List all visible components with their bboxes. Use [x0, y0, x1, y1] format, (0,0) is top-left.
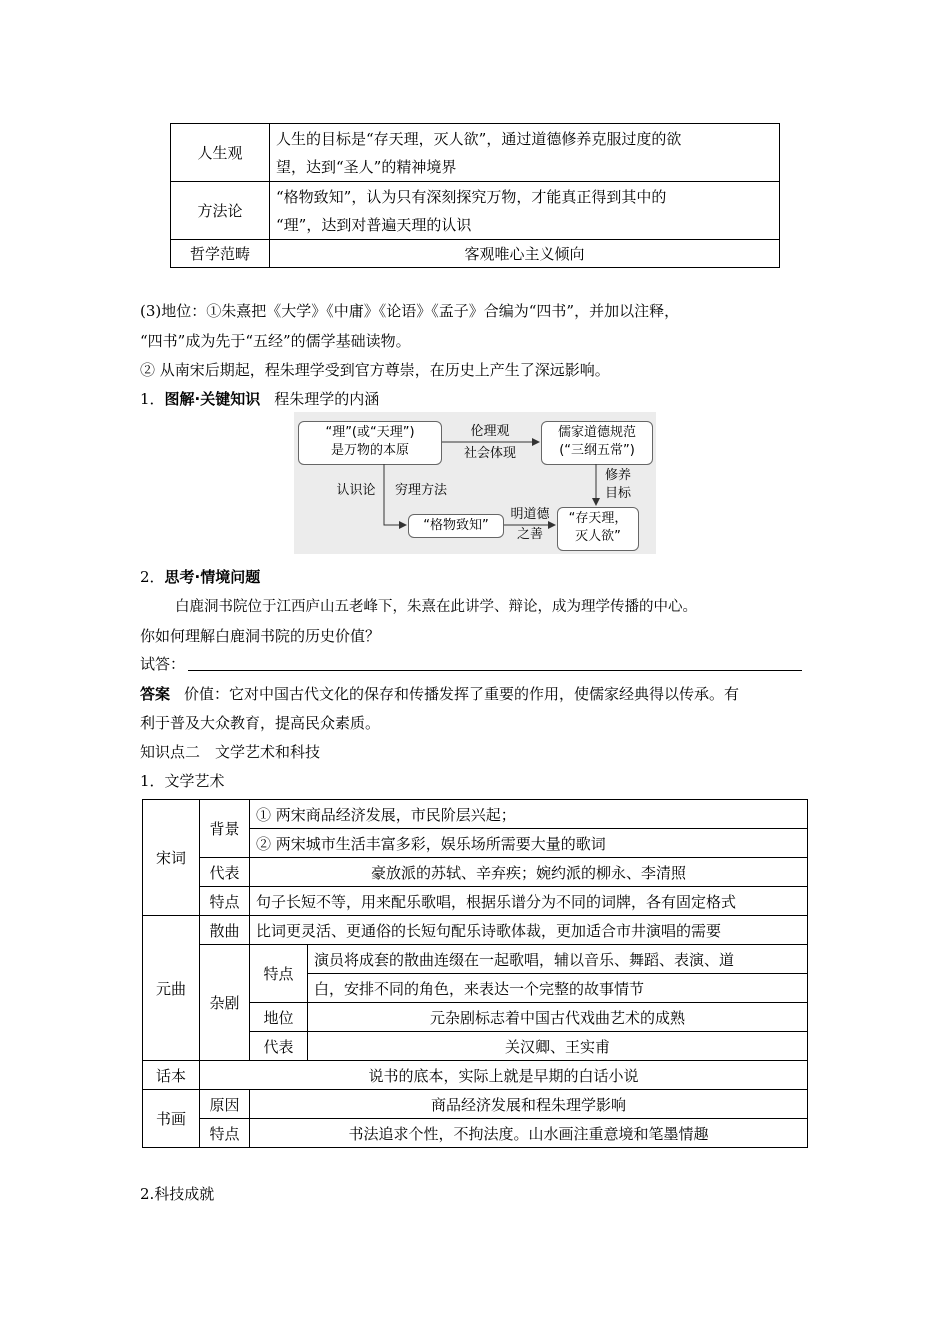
cell-beijing-2: ② 两宋城市生活丰富多彩，娱乐场所需要大量的歌词 — [250, 829, 808, 858]
cell-zaju-tedian-2: 白，安排不同的角色，来表达一个完整的故事情节 — [308, 974, 808, 1003]
cell-sanqu-text: 比词更灵活、更通俗的长短句配乐诗歌体裁，更加适合市井演唱的需要 — [250, 916, 808, 945]
row-label: 方法论 — [171, 182, 270, 240]
cell-zaju-daibiao: 代表 — [250, 1032, 308, 1061]
subsection-heading-1: 1．文学艺术 — [140, 772, 225, 790]
answer-line-2: 利于普及大众教育，提高民众素质。 — [140, 714, 381, 732]
para-line-1: (3)地位：①朱熹把《大学》《中庸》《论语》《孟子》合编为“四书”，并加以注释， — [140, 302, 680, 320]
answer-prompt: 试答： — [140, 655, 186, 673]
diagram-box-gewu: “格物致知” — [408, 514, 504, 538]
cell-zaju-diwei: 地位 — [250, 1003, 308, 1032]
row-text: 客观唯心主义倾向 — [270, 240, 780, 268]
diagram-box-norms: 儒家道德规范 (“三纲五常”) — [541, 421, 653, 465]
philosophy-table — [170, 123, 780, 268]
cell-beijing-1: ① 两宋商品经济发展，市民阶层兴起； — [250, 800, 808, 829]
cell-huaben-text: 说书的底本，实际上就是早期的白话小说 — [200, 1061, 808, 1090]
arrow-label-lunliguan: 伦理观 — [470, 424, 510, 439]
lixue-diagram — [294, 412, 656, 554]
knowledge-heading: 知识点二 文学艺术和科技 — [140, 743, 321, 761]
row-text: “格物致知”，认为只有深刻探究万物，才能真正得到其中的 “理”，达到对普遍天理的认识 — [270, 182, 780, 240]
scenario-text: 白鹿洞书院位于江西庐山五老峰下，朱熹在此讲学、辩论，成为理学传播的中心。 — [175, 599, 697, 615]
arrow-label-mubiao: 目标 — [604, 486, 631, 501]
cell-shuhua-tedian: 特点 — [200, 1119, 250, 1148]
diagram-box-li: “理”(或“天理”) 是万物的本原 — [298, 421, 442, 465]
diagram-box-cuntianli: “存天理， 灭人欲” — [557, 507, 639, 551]
cell-daibiao: 代表 — [200, 858, 250, 887]
cell-daibiao-text: 豪放派的苏轼、辛弃疾；婉约派的柳永、李清照 — [250, 858, 808, 887]
cell-zaju-daibiao-text: 关汉卿、王实甫 — [308, 1032, 808, 1061]
cell-tedian: 特点 — [200, 887, 250, 916]
arrow-label-qiongli: 穷理方法 — [394, 483, 447, 498]
cell-yuanqu: 元曲 — [143, 916, 200, 1061]
row-label: 人生观 — [171, 124, 270, 182]
literature-table — [142, 799, 808, 1148]
arrow-label-mingdaode: 明道德 — [510, 507, 550, 522]
row-label: 哲学范畴 — [171, 240, 270, 268]
cell-beijing: 背景 — [200, 800, 250, 858]
cell-shuhua-tedian-text: 书法追求个性，不拘法度。山水画注重意境和笔墨情趣 — [250, 1119, 808, 1148]
row-text: 人生的目标是“存天理，灭人欲”，通过道德修养克服过度的欲 望，达到“圣人”的精神境界 — [270, 124, 780, 182]
cell-tedian-text: 句子长短不等，用来配乐歌唱，根据乐谱分为不同的词牌，各有固定格式 — [250, 887, 808, 916]
cell-zaju: 杂剧 — [200, 945, 250, 1061]
section-heading-1: 1．图解·关键知识 程朱理学的内涵 — [140, 390, 380, 408]
cell-zaju-tedian: 特点 — [250, 945, 308, 1003]
cell-huaben: 话本 — [143, 1061, 200, 1090]
arrow-label-xiuyang: 修养 — [604, 468, 631, 483]
para-line-2: “四书”成为先于“五经”的儒学基础读物。 — [140, 332, 411, 350]
para-line-3: ② 从南宋后期起，程朱理学受到官方尊崇，在历史上产生了深远影响。 — [140, 361, 610, 379]
answer-line-1: 答案 价值：它对中国古代文化的保存和传播发挥了重要的作用，使儒家经典得以传承。有 — [140, 685, 740, 703]
cell-yuanyin: 原因 — [200, 1090, 250, 1119]
arrow-label-renshilun: 认识论 — [336, 483, 376, 498]
subsection-heading-2: 2.科技成就 — [140, 1185, 215, 1203]
question-text: 你如何理解白鹿洞书院的历史价值？ — [140, 627, 381, 645]
arrow-label-zhishan: 之善 — [516, 527, 543, 542]
cell-yuanyin-text: 商品经济发展和程朱理学影响 — [250, 1090, 808, 1119]
cell-sanqu: 散曲 — [200, 916, 250, 945]
arrow-label-shehui: 社会体现 — [463, 446, 516, 461]
cell-shuhua: 书画 — [143, 1090, 200, 1148]
section-heading-2: 2．思考·情境问题 — [140, 568, 261, 586]
answer-line[interactable] — [188, 670, 802, 671]
cell-songci: 宋词 — [143, 800, 200, 916]
cell-zaju-tedian-1: 演员将成套的散曲连缀在一起歌唱，辅以音乐、舞蹈、表演、道 — [308, 945, 808, 974]
cell-zaju-diwei-text: 元杂剧标志着中国古代戏曲艺术的成熟 — [308, 1003, 808, 1032]
